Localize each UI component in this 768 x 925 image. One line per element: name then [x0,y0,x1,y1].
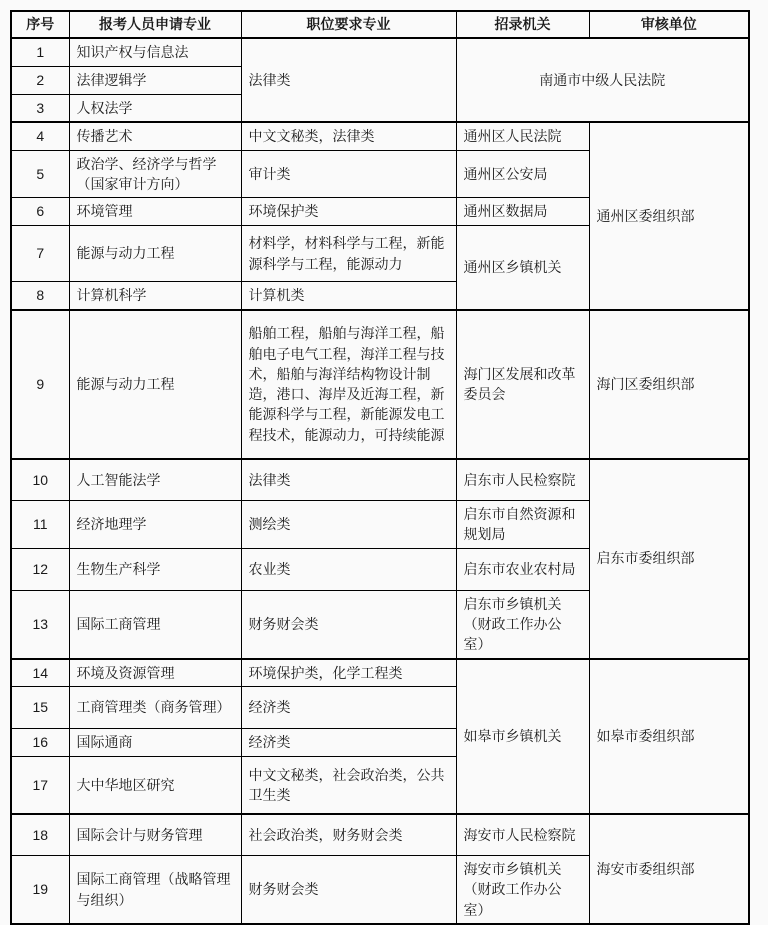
recruiting-organ-cell: 启东市乡镇机关（财政工作办公室） [456,590,589,658]
seq-cell: 17 [11,757,69,814]
recruiting-organ-cell: 启东市农业农村局 [456,548,589,590]
table-row [11,38,749,66]
recruiting-organ-cell: 海门区发展和改革委员会 [456,310,589,459]
applicant-major-cell: 大中华地区研究 [69,757,241,814]
applicant-major-cell: 能源与动力工程 [69,310,241,459]
recruiting-organ-cell: 通州区乡镇机关 [456,226,589,310]
table-row [11,814,749,856]
header-row [11,11,749,38]
required-major-cell: 船舶工程，船舶与海洋工程，船舶电子电气工程，海洋工程与技术，船舶与海洋结构物设计制造，港口、海岸及近海工程，新能源科学与工程，新能源发电工程技术，能源动力，可持续能源 [241,310,456,459]
required-major-cell: 环境保护类，化学工程类 [241,659,456,687]
applicant-major-cell: 工商管理类（商务管理） [69,687,241,729]
table-row [11,459,749,501]
column-header-seq: 序号 [11,11,69,38]
required-major-cell: 经济类 [241,729,456,757]
applicant-major-cell: 国际工商管理（战略管理与组织） [69,856,241,924]
recruiting-organ-cell: 如皋市乡镇机关 [456,659,589,814]
seq-cell: 3 [11,94,69,122]
required-major-cell: 社会政治类，财务财会类 [241,814,456,856]
recruiting-organ-cell: 启东市人民检察院 [456,459,589,501]
recruiting-organ-cell: 海安市人民检察院 [456,814,589,856]
column-header-required-major: 职位要求专业 [241,11,456,38]
required-major-cell: 法律类 [241,459,456,501]
required-major-cell: 财务财会类 [241,856,456,924]
seq-cell: 14 [11,659,69,687]
seq-cell: 13 [11,590,69,658]
applicant-major-cell: 知识产权与信息法 [69,38,241,66]
required-major-cell: 法律类 [241,38,456,122]
applicant-major-cell: 生物生产科学 [69,548,241,590]
required-major-cell: 经济类 [241,687,456,729]
recruiting-organ-cell: 通州区人民法院 [456,122,589,150]
review-unit-cell: 海门区委组织部 [589,310,749,459]
recruiting-organ-cell: 通州区数据局 [456,198,589,226]
applicant-major-cell: 人权法学 [69,94,241,122]
seq-cell: 8 [11,282,69,310]
seq-cell: 16 [11,729,69,757]
table-row [11,659,749,687]
table-row [11,310,749,459]
applicant-major-cell: 经济地理学 [69,501,241,549]
seq-cell: 1 [11,38,69,66]
applicant-major-cell: 国际会计与财务管理 [69,814,241,856]
applicant-major-cell: 能源与动力工程 [69,226,241,282]
required-major-cell: 测绘类 [241,501,456,549]
recruiting-organ-cell: 海安市乡镇机关（财政工作办公室） [456,856,589,924]
applicant-major-cell: 人工智能法学 [69,459,241,501]
review-unit-cell: 如皋市委组织部 [589,659,749,814]
recruitment-qualification-table [10,10,750,925]
applicant-major-cell: 传播艺术 [69,122,241,150]
seq-cell: 6 [11,198,69,226]
required-major-cell: 中文文秘类，社会政治类，公共卫生类 [241,757,456,814]
required-major-cell: 审计类 [241,150,456,198]
review-unit-cell: 通州区委组织部 [589,122,749,310]
seq-cell: 15 [11,687,69,729]
seq-cell: 19 [11,856,69,924]
table-row [11,122,749,150]
review-unit-cell: 海安市委组织部 [589,814,749,924]
recruiting-organ-cell: 启东市自然资源和规划局 [456,501,589,549]
seq-cell: 11 [11,501,69,549]
applicant-major-cell: 法律逻辑学 [69,66,241,94]
review-unit-cell: 启东市委组织部 [589,459,749,659]
column-header-recruiting-organ: 招录机关 [456,11,589,38]
column-header-applicant-major: 报考人员申请专业 [69,11,241,38]
applicant-major-cell: 国际通商 [69,729,241,757]
applicant-major-cell: 政治学、经济学与哲学（国家审计方向） [69,150,241,198]
recruiting-review-merged-cell: 南通市中级人民法院 [456,38,749,122]
seq-cell: 5 [11,150,69,198]
applicant-major-cell: 国际工商管理 [69,590,241,658]
seq-cell: 9 [11,310,69,459]
applicant-major-cell: 环境管理 [69,198,241,226]
required-major-cell: 财务财会类 [241,590,456,658]
recruiting-organ-cell: 通州区公安局 [456,150,589,198]
seq-cell: 4 [11,122,69,150]
required-major-cell: 环境保护类 [241,198,456,226]
seq-cell: 7 [11,226,69,282]
required-major-cell: 计算机类 [241,282,456,310]
seq-cell: 18 [11,814,69,856]
required-major-cell: 农业类 [241,548,456,590]
seq-cell: 10 [11,459,69,501]
required-major-cell: 中文文秘类，法律类 [241,122,456,150]
required-major-cell: 材料学，材料科学与工程，新能源科学与工程，能源动力 [241,226,456,282]
seq-cell: 12 [11,548,69,590]
applicant-major-cell: 计算机科学 [69,282,241,310]
applicant-major-cell: 环境及资源管理 [69,659,241,687]
seq-cell: 2 [11,66,69,94]
column-header-review-unit: 审核单位 [589,11,749,38]
